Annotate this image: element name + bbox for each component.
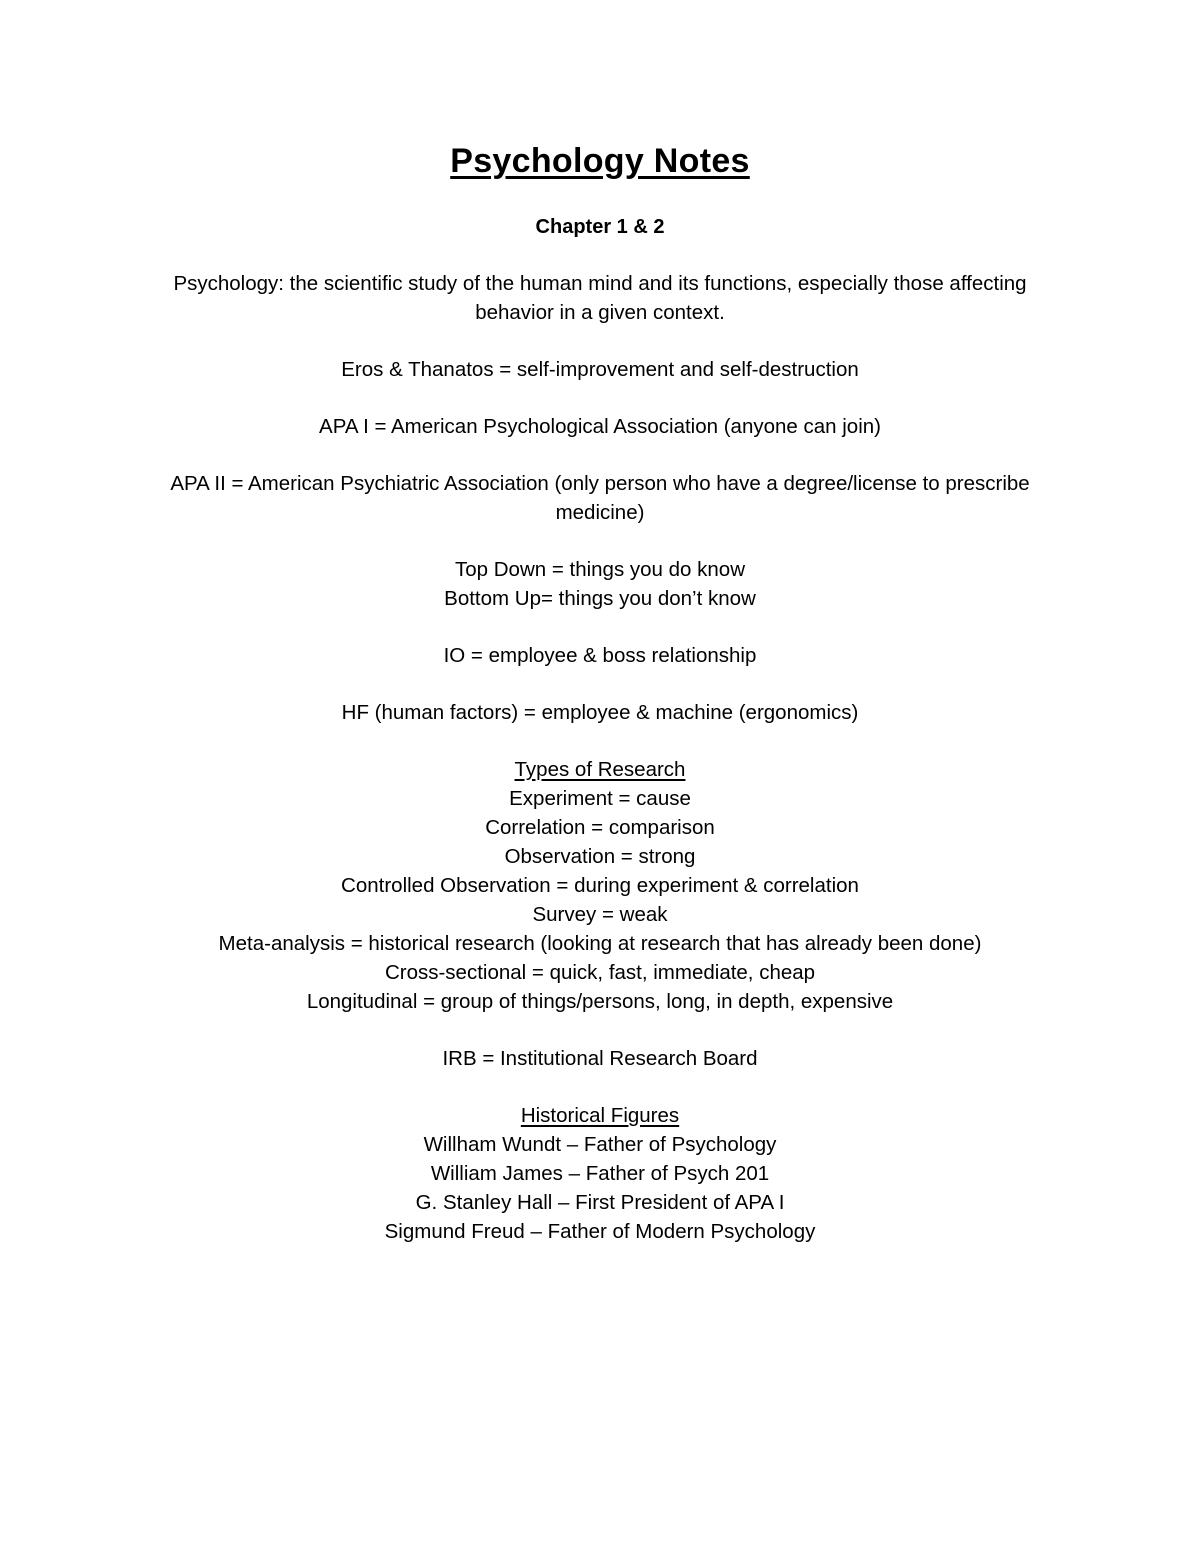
- list-item: G. Stanley Hall – First President of APA I: [415, 1191, 785, 1214]
- top-down-note: Top Down = things you do know: [454, 558, 746, 581]
- hf-note: HF (human factors) = employee & machine (ergonomics): [341, 701, 859, 724]
- document-body: [130, 138, 1070, 1246]
- historical-figures-section: [130, 1101, 1070, 1246]
- bottom-up-note: Bottom Up= things you don’t know: [444, 587, 756, 610]
- list-item: Cross-sectional = quick, fast, immediate, cheap: [384, 961, 816, 984]
- apa-one-note: APA I = American Psychological Association (anyone can join): [319, 415, 881, 438]
- apa-two-note: [130, 469, 1070, 527]
- list-item: Meta-analysis = historical research (looking at research that has already been done): [218, 932, 982, 955]
- list-item: Correlation = comparison: [485, 816, 715, 839]
- processing-notes: [130, 555, 1070, 613]
- list-item: Longitudinal = group of things/persons, long, in depth, expensive: [306, 990, 894, 1013]
- list-item: William James – Father of Psych 201: [430, 1162, 770, 1185]
- list-item: Controlled Observation = during experiment & correlation: [341, 874, 859, 897]
- irb-note: IRB = Institutional Research Board: [442, 1047, 758, 1070]
- eros-thanatos-note: Eros & Thanatos = self-improvement and self-destruction: [341, 358, 859, 381]
- definition-line: Psychology: the scientific study of the human mind and its functions, especially those affecting: [173, 272, 1027, 295]
- definition-line: behavior in a given context.: [475, 301, 725, 324]
- definition-paragraph: [130, 269, 1070, 327]
- list-item: Observation = strong: [504, 845, 696, 868]
- io-note: IO = employee & boss relationship: [443, 644, 757, 667]
- apa-two-line: medicine): [555, 501, 645, 524]
- historical-figures-heading: Historical Figures: [520, 1104, 680, 1127]
- research-types-section: [130, 755, 1070, 1016]
- page-title: Psychology Notes: [450, 142, 750, 180]
- apa-two-line: APA II = American Psychiatric Association (only person who have a degree/license to prescribe: [170, 472, 1030, 495]
- chapter-label: Chapter 1 & 2: [535, 216, 665, 238]
- list-item: Survey = weak: [532, 903, 668, 926]
- research-types-heading: Types of Research: [514, 758, 686, 781]
- list-item: Sigmund Freud – Father of Modern Psychology: [384, 1220, 816, 1243]
- list-item: Willham Wundt – Father of Psychology: [423, 1133, 777, 1156]
- list-item: Experiment = cause: [509, 787, 691, 810]
